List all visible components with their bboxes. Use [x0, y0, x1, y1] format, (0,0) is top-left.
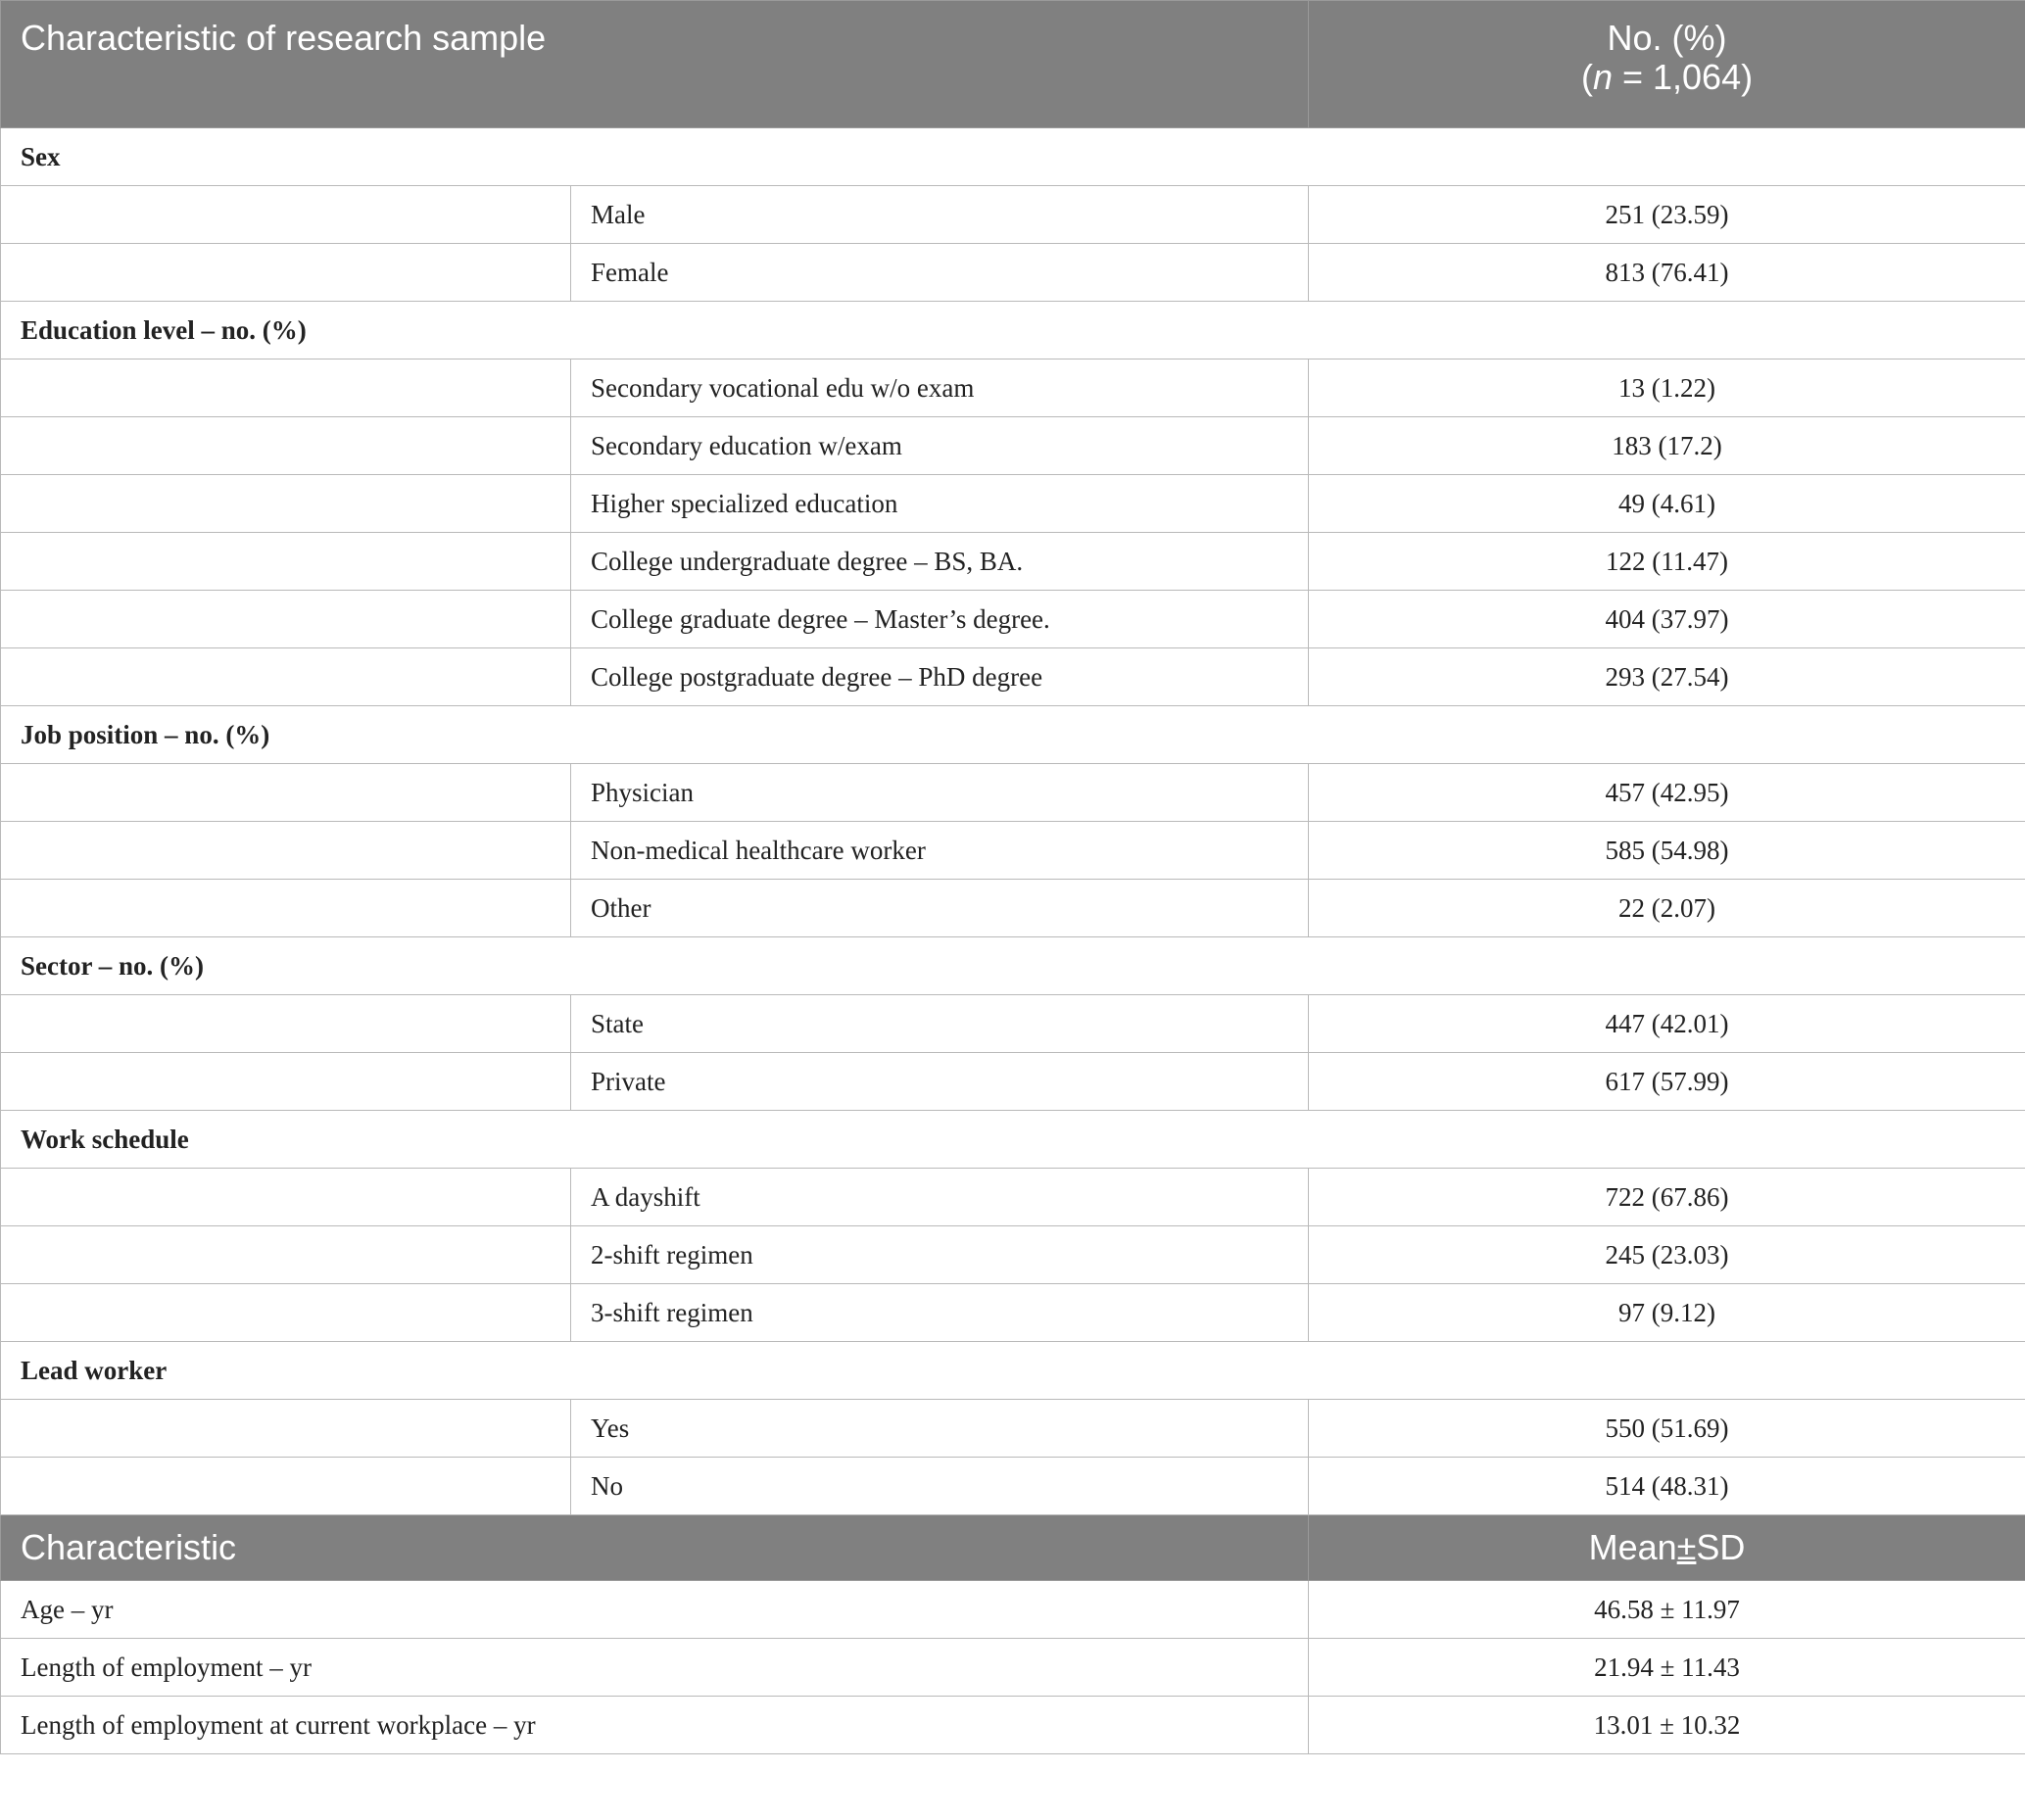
row-value: 13 (1.22) — [1309, 359, 2025, 417]
header-no-pct — [1309, 1, 2025, 128]
table-row — [1, 1581, 2025, 1639]
row-label: 3-shift regimen — [571, 1284, 1309, 1342]
row-label: Secondary vocational edu w/o exam — [571, 359, 1309, 417]
row-value: 183 (17.2) — [1309, 417, 2025, 475]
table-row — [1, 186, 2025, 244]
table-row — [1, 1458, 2025, 1515]
row-value: 22 (2.07) — [1309, 880, 2025, 937]
table-row — [1, 764, 2025, 822]
row-label: Length of employment – yr — [1, 1639, 1309, 1697]
row-value: 585 (54.98) — [1309, 822, 2025, 880]
header-characteristic: Characteristic of research sample — [1, 1, 1309, 128]
subheader-plus-minus: ± — [1676, 1527, 1697, 1567]
sample-size-value: = 1,064) — [1612, 57, 1754, 97]
row-label: Length of employment at current workplace – yr — [1, 1697, 1309, 1754]
row-label: College postgraduate degree – PhD degree — [571, 648, 1309, 706]
group-label: Sex — [1, 128, 2025, 186]
row-value: 122 (11.47) — [1309, 533, 2025, 591]
table-header-row — [1, 1, 2025, 128]
empty-cell — [1, 417, 571, 475]
empty-cell — [1, 995, 571, 1053]
row-label: Secondary education w/exam — [571, 417, 1309, 475]
empty-cell — [1, 764, 571, 822]
table-row — [1, 591, 2025, 648]
subheader-characteristic: Characteristic — [1, 1515, 1309, 1581]
empty-cell — [1, 1169, 571, 1226]
table-row — [1, 648, 2025, 706]
group-label: Work schedule — [1, 1111, 2025, 1169]
row-label: State — [571, 995, 1309, 1053]
row-label: Higher specialized education — [571, 475, 1309, 533]
table-row — [1, 533, 2025, 591]
empty-cell — [1, 648, 571, 706]
row-label: Male — [571, 186, 1309, 244]
empty-cell — [1, 475, 571, 533]
empty-cell — [1, 880, 571, 937]
sample-size-n: n — [1592, 57, 1613, 97]
row-value: 447 (42.01) — [1309, 995, 2025, 1053]
row-label: Physician — [571, 764, 1309, 822]
row-label: Other — [571, 880, 1309, 937]
subheader-mean: Mean — [1588, 1527, 1677, 1567]
table-row — [1, 822, 2025, 880]
row-label: Yes — [571, 1400, 1309, 1458]
group-label: Education level – no. (%) — [1, 302, 2025, 359]
empty-cell — [1, 1400, 571, 1458]
group-row-education — [1, 302, 2025, 359]
row-value: 722 (67.86) — [1309, 1169, 2025, 1226]
table-subheader-row — [1, 1515, 2025, 1581]
row-label: Age – yr — [1, 1581, 1309, 1639]
empty-cell — [1, 359, 571, 417]
table-row — [1, 244, 2025, 302]
row-value: 49 (4.61) — [1309, 475, 2025, 533]
table-row — [1, 880, 2025, 937]
row-label: Female — [571, 244, 1309, 302]
table-row — [1, 1639, 2025, 1697]
empty-cell — [1, 244, 571, 302]
header-sample-size — [1328, 58, 2005, 97]
row-label: Non-medical healthcare worker — [571, 822, 1309, 880]
group-label: Sector – no. (%) — [1, 937, 2025, 995]
row-value: 514 (48.31) — [1309, 1458, 2025, 1515]
row-label: No — [571, 1458, 1309, 1515]
row-value: 550 (51.69) — [1309, 1400, 2025, 1458]
row-value: 293 (27.54) — [1309, 648, 2025, 706]
empty-cell — [1, 822, 571, 880]
header-no-pct-label: No. (%) — [1607, 18, 1727, 58]
empty-cell — [1, 186, 571, 244]
group-row-lead-worker — [1, 1342, 2025, 1400]
empty-cell — [1, 1053, 571, 1111]
table-row — [1, 1400, 2025, 1458]
row-label: A dayshift — [571, 1169, 1309, 1226]
row-value: 13.01 ± 10.32 — [1309, 1697, 2025, 1754]
group-row-work-schedule — [1, 1111, 2025, 1169]
row-label: Private — [571, 1053, 1309, 1111]
empty-cell — [1, 591, 571, 648]
group-label: Lead worker — [1, 1342, 2025, 1400]
row-value: 617 (57.99) — [1309, 1053, 2025, 1111]
row-value: 813 (76.41) — [1309, 244, 2025, 302]
group-row-sector — [1, 937, 2025, 995]
empty-cell — [1, 1458, 571, 1515]
row-value: 97 (9.12) — [1309, 1284, 2025, 1342]
row-value: 404 (37.97) — [1309, 591, 2025, 648]
group-label: Job position – no. (%) — [1, 706, 2025, 764]
table-row — [1, 1169, 2025, 1226]
table-row — [1, 1226, 2025, 1284]
subheader-mean-sd — [1309, 1515, 2025, 1581]
row-value: 46.58 ± 11.97 — [1309, 1581, 2025, 1639]
group-row-sex — [1, 128, 2025, 186]
subheader-sd: SD — [1696, 1527, 1746, 1567]
empty-cell — [1, 1226, 571, 1284]
empty-cell — [1, 533, 571, 591]
table-row — [1, 359, 2025, 417]
sample-size-open: ( — [1580, 57, 1593, 97]
row-value: 457 (42.95) — [1309, 764, 2025, 822]
group-row-job-position — [1, 706, 2025, 764]
table-row — [1, 1697, 2025, 1754]
row-label: College undergraduate degree – BS, BA. — [571, 533, 1309, 591]
row-value: 21.94 ± 11.43 — [1309, 1639, 2025, 1697]
table-row — [1, 1284, 2025, 1342]
empty-cell — [1, 1284, 571, 1342]
row-value: 251 (23.59) — [1309, 186, 2025, 244]
table-row — [1, 1053, 2025, 1111]
row-label: College graduate degree – Master’s degree. — [571, 591, 1309, 648]
row-label: 2-shift regimen — [571, 1226, 1309, 1284]
table-row — [1, 475, 2025, 533]
row-value: 245 (23.03) — [1309, 1226, 2025, 1284]
table-row — [1, 995, 2025, 1053]
table-row — [1, 417, 2025, 475]
